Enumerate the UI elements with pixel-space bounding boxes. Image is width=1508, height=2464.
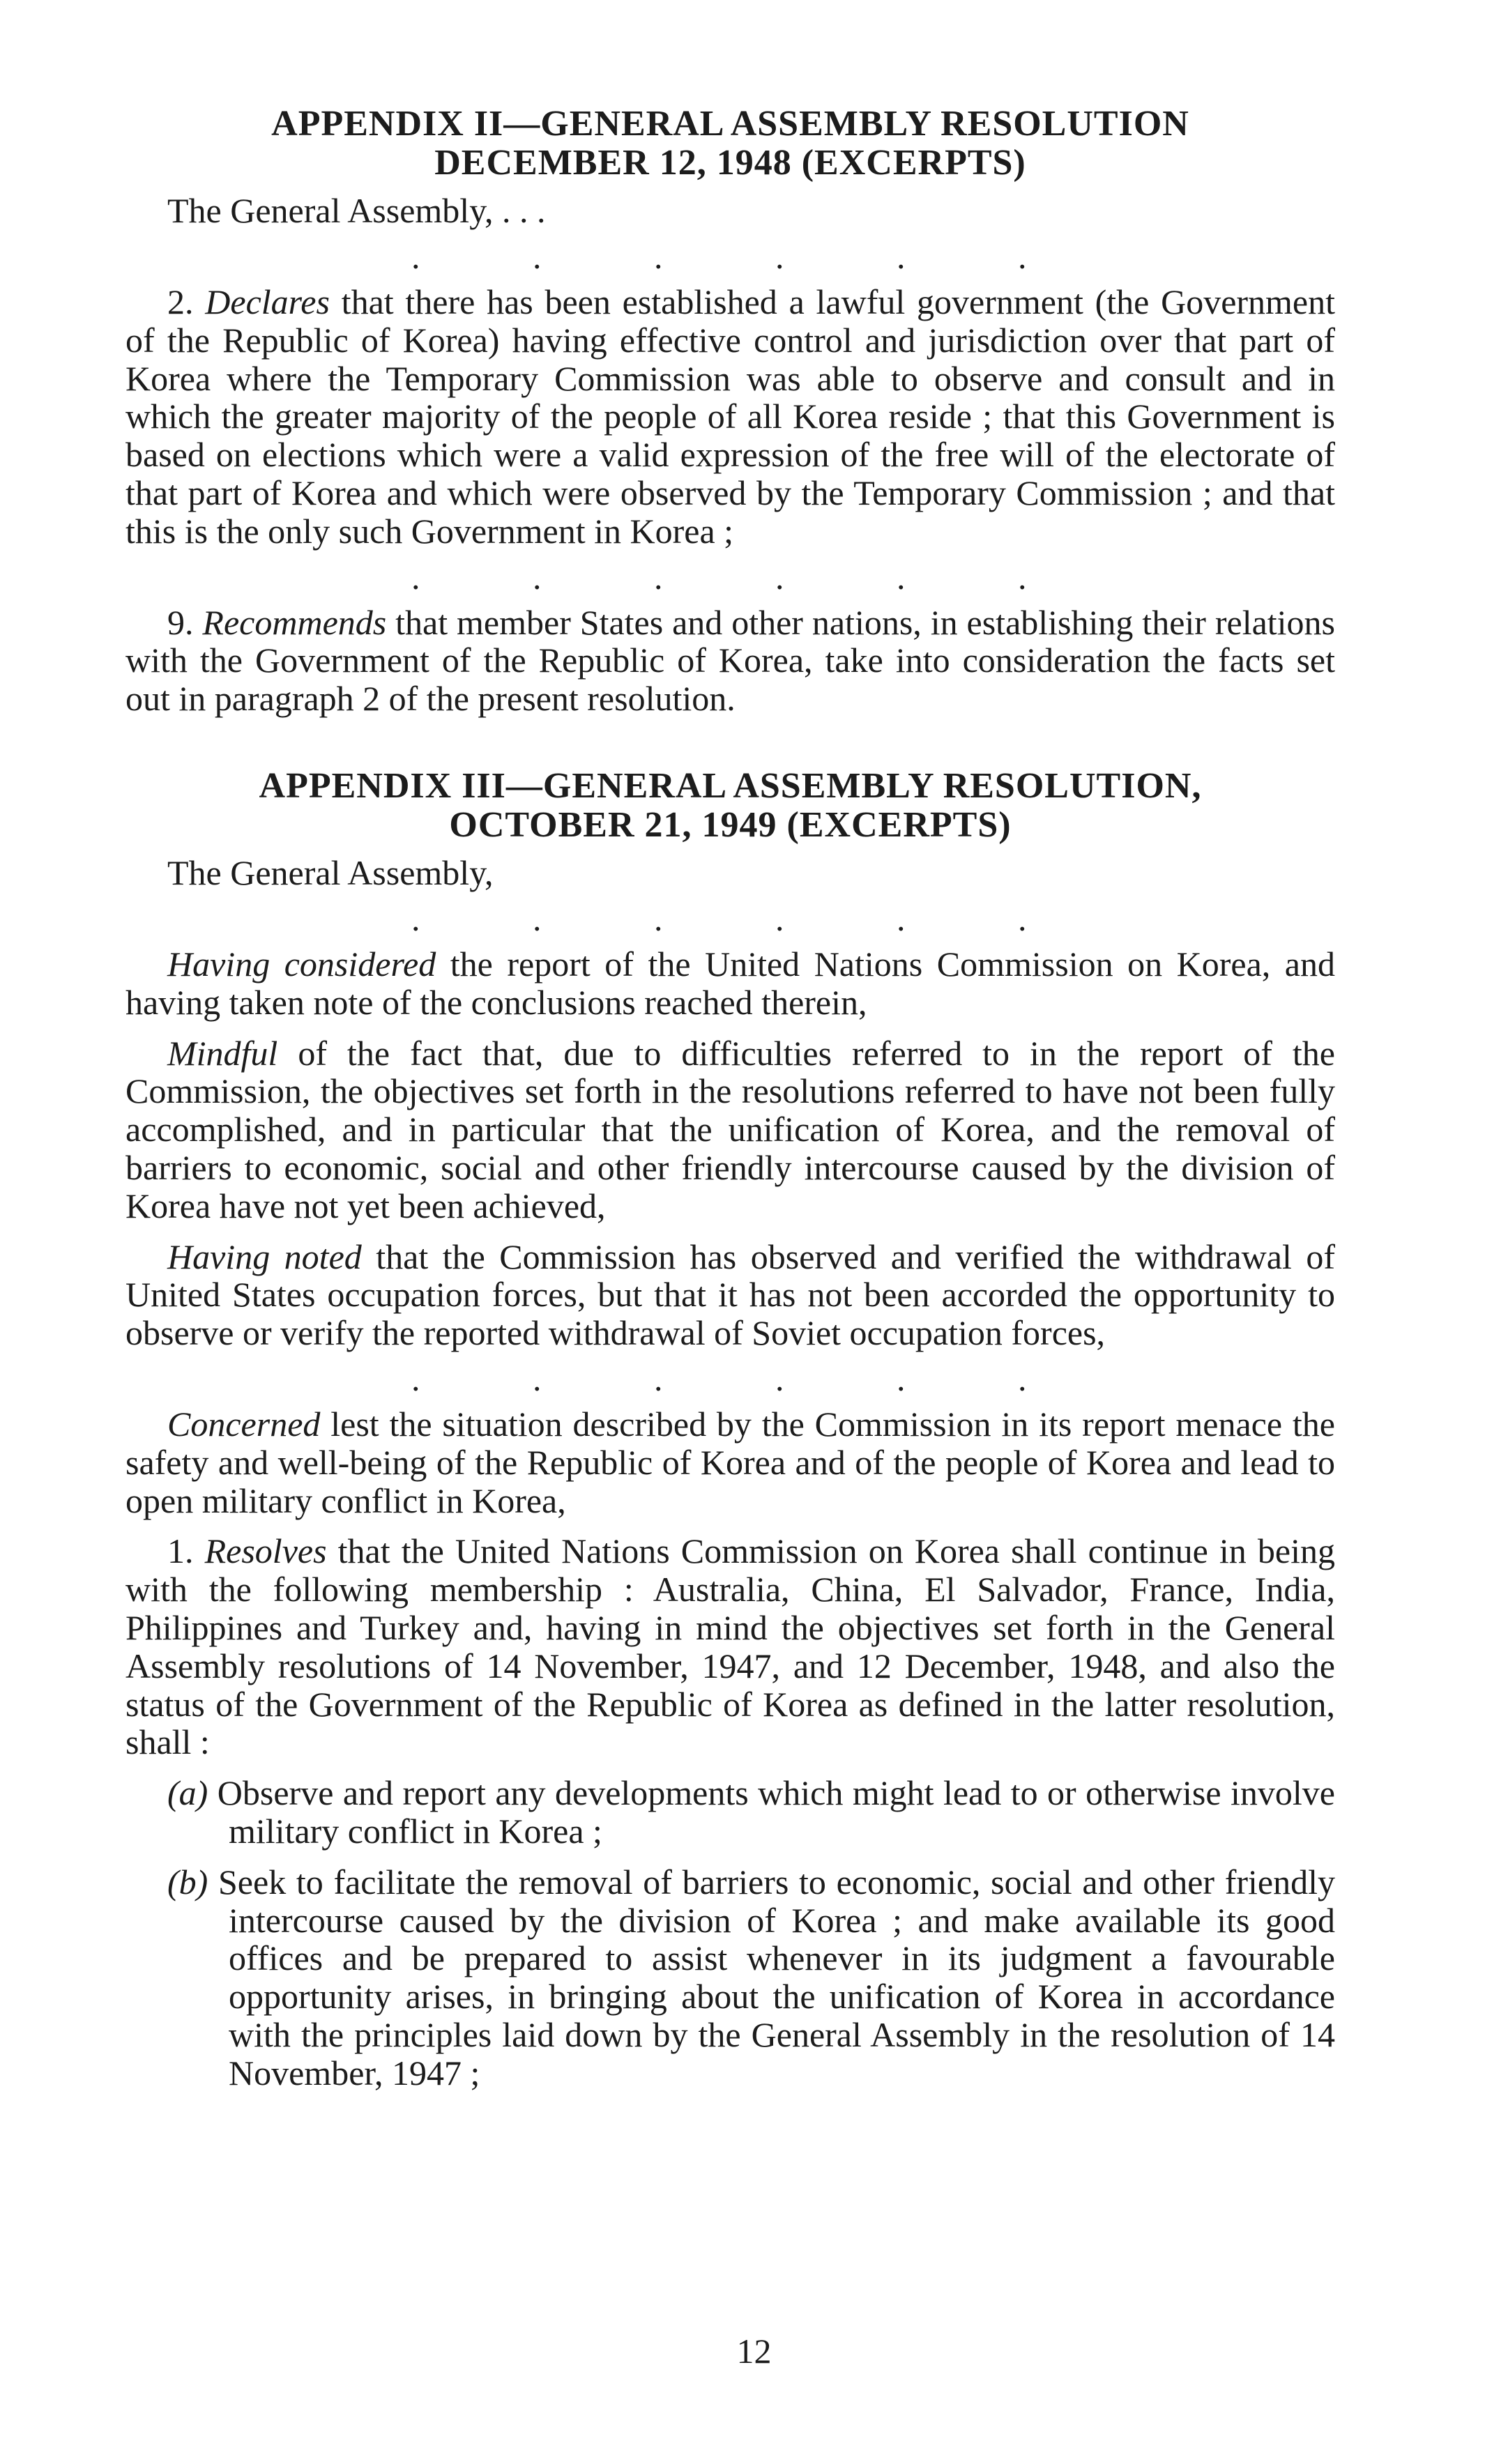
ellipsis-divider: . . . . . . <box>411 237 1027 276</box>
appendix-ii <box>125 105 1335 718</box>
paragraph-keyword: Declares <box>205 282 330 321</box>
paragraph-text: lest the situation described by the Commission in its report menace the safety and well-being of the Republic of Korea and of the people of Korea and lead to open military conflict in Korea, <box>125 1404 1335 1520</box>
appendix-iii-heading-line2: OCTOBER 21, 1949 (EXCERPTS) <box>449 804 1012 845</box>
item-label: (a) <box>167 1773 208 1813</box>
paragraph-text: the report of the United Nations Commission on Korea, and having taken note of the conclusions reached therein, <box>125 944 1335 1022</box>
paragraph-text: that the United Nations Commission on Korea shall continue in being with the following membership : Australia, China, El Salvador, France, India, Philippines and Turkey and, having in mind the objectives set forth in the General Assembly resolutions of 14 November, 1947, and 12 December, 1948, and also the status of the Government of the Republic of Korea as defined in the latter resolution, shall : <box>125 1531 1335 1762</box>
paragraph-text: that the Commission has observed and verified the withdrawal of United States occupation forces, but that it has not been accorded the opportunity to observe or verify the reported withdrawal of Soviet occupation forces, <box>125 1237 1336 1353</box>
paragraph-number: 2. <box>167 282 194 321</box>
paragraph-1-resolves <box>125 1532 1335 1761</box>
paragraph-text: of the fact that, due to difficulties referred to in the report of the Commission, the objectives set forth in the resolutions referred to have not been fully accomplished, and in particular that the unification of Korea, and the removal of barriers to economic, social and other friendly intercourse caused by the division of Korea have not yet been achieved, <box>125 1033 1336 1225</box>
appendix-iii-heading-line1: APPENDIX III—GENERAL ASSEMBLY RESOLUTION, <box>259 765 1202 806</box>
appendix-iii-heading <box>125 767 1335 845</box>
item-label: (b) <box>167 1862 208 1901</box>
document-page <box>125 105 1335 2092</box>
appendix-iii-opening: The General Assembly, <box>167 852 494 892</box>
paragraph-keyword: Having considered <box>167 944 436 984</box>
paragraph-keyword: Mindful <box>167 1033 278 1073</box>
appendix-ii-opening: The General Assembly, . . . <box>167 191 546 230</box>
paragraph-keyword: Having noted <box>167 1237 362 1276</box>
paragraph-mindful <box>125 1034 1335 1225</box>
appendix-ii-heading <box>125 105 1335 183</box>
item-text: Seek to facilitate the removal of barriers to economic, social and other friendly intercourse caused by the division of Korea ; and make available its good offices and be prepared to assist whenever in its judgment a favourable opportunity arises, in bringing about the unification of Korea in accordance with the principles laid down by the General Assembly in the resolution of 14 November, 1947 ; <box>218 1862 1336 2092</box>
paragraph-having-considered <box>125 945 1335 1022</box>
appendix-ii-heading-line1: APPENDIX II—GENERAL ASSEMBLY RESOLUTION <box>271 104 1189 144</box>
paragraph-2-declares <box>125 283 1335 551</box>
paragraph-number: 1. <box>167 1531 194 1571</box>
list-item-a <box>125 1774 1335 1851</box>
paragraph-keyword: Concerned <box>167 1404 321 1444</box>
appendix-ii-heading-line2: DECEMBER 12, 1948 (EXCERPTS) <box>434 143 1026 183</box>
paragraph-text: that member States and other nations, in establishing their relations with the Government of the Republic of Korea, take into consideration the facts set out in paragraph 2 of the present resolution. <box>125 602 1336 719</box>
ellipsis-divider: . . . . . . <box>411 1359 1027 1398</box>
paragraph-keyword: Recommends <box>202 602 387 642</box>
paragraph-concerned <box>125 1405 1335 1520</box>
paragraph-number: 9. <box>167 602 194 642</box>
appendix-iii <box>125 767 1335 2092</box>
paragraph-text: that there has been established a lawful government (the Government of the Republic of Korea) having effective control and jurisdiction over that part of Korea where the Temporary Commission was able to observe and consult and in which the greater majority of the people of all Korea reside ; that this Government is based on elections which were a valid expression of the free will of the electorate of that part of Korea and which were observed by the Temporary Commission ; and that this is the only such Government in Korea ; <box>125 282 1336 551</box>
ellipsis-divider: . . . . . . <box>411 557 1027 597</box>
ellipsis-divider: . . . . . . <box>411 898 1027 938</box>
paragraph-having-noted <box>125 1238 1335 1352</box>
paragraph-keyword: Resolves <box>204 1531 327 1571</box>
paragraph-9-recommends <box>125 604 1335 718</box>
list-item-b <box>125 1863 1335 2092</box>
item-text: Observe and report any developments which might lead to or otherwise involve military conflict in Korea ; <box>217 1773 1335 1851</box>
page-number: 12 <box>736 2332 772 2371</box>
